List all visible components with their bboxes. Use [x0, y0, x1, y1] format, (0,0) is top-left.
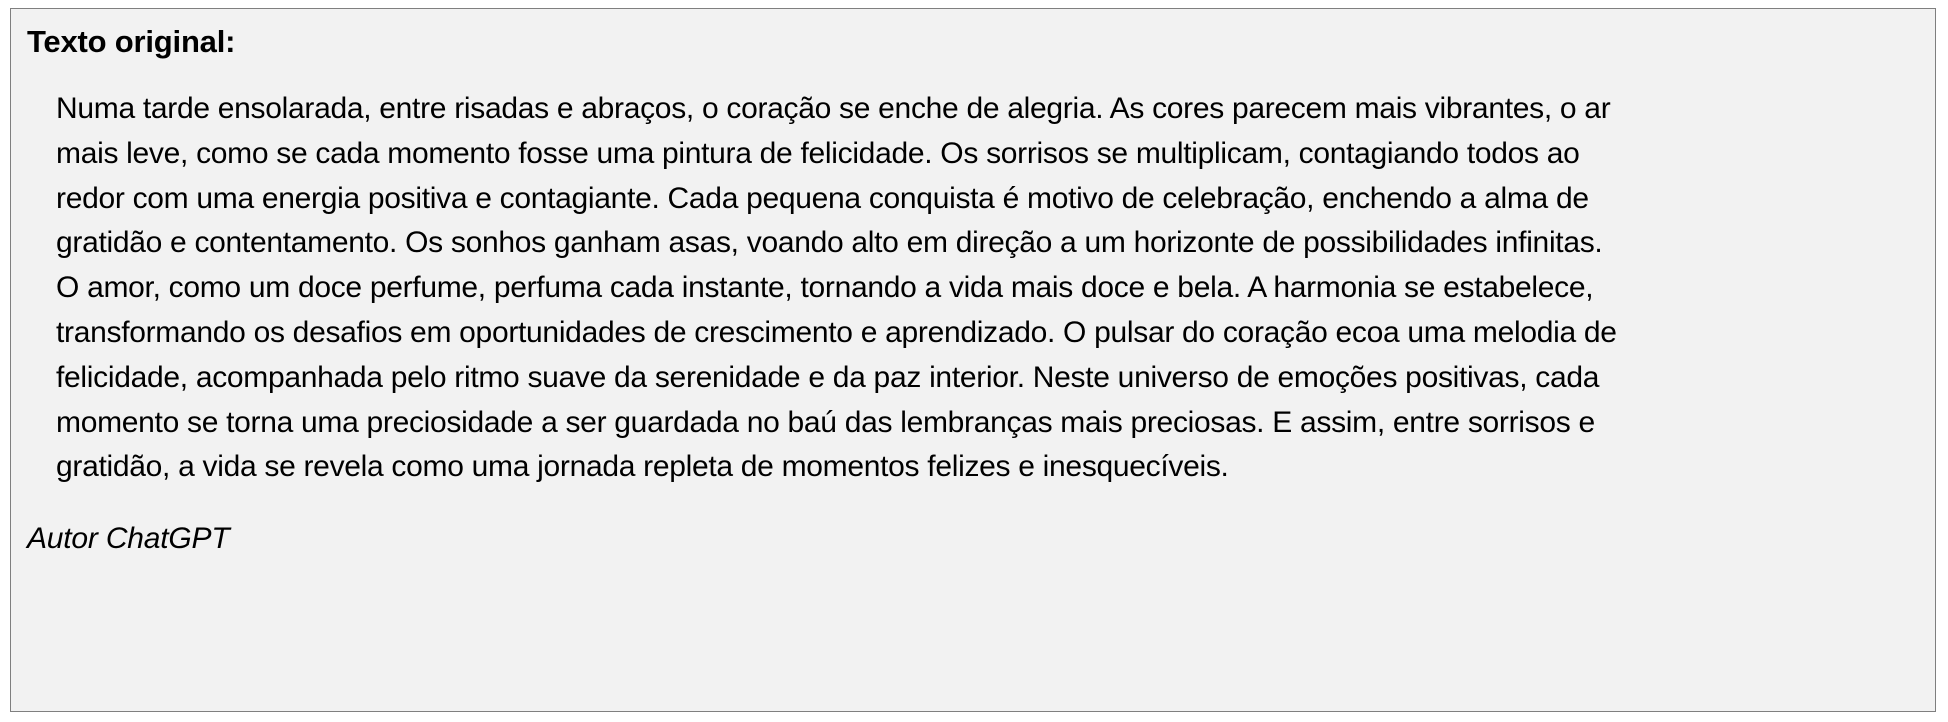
author-signature: Autor ChatGPT [27, 522, 230, 555]
body-paragraph [56, 87, 1918, 490]
body-line: gratidão, a vida se revela como uma jornada repleta de momentos felizes e inesquecíveis. [56, 450, 1229, 484]
body-line: transformando os desafios em oportunidades de crescimento e aprendizado. O pulsar do coração ecoa uma melodia de [56, 315, 1617, 349]
body-line: momento se torna uma preciosidade a ser guardada no baú das lembranças mais preciosas. E assim, entre sorrisos e [56, 405, 1595, 439]
body-line: felicidade, acompanhada pelo ritmo suave da serenidade e da paz interior. Neste universo de emoções positivas, cada [56, 360, 1600, 394]
body-line: mais leve, como se cada momento fosse uma pintura de felicidade. Os sorrisos se multiplicam, contagiando todos ao [56, 136, 1580, 170]
body-line: redor com uma energia positiva e contagiante. Cada pequena conquista é motivo de celebração, enchendo a alma de [56, 181, 1589, 215]
body-line: O amor, como um doce perfume, perfuma cada instante, tornando a vida mais doce e bela. A harmonia se estabelece, [56, 271, 1594, 305]
text-box [10, 8, 1936, 712]
body-line: gratidão e contentamento. Os sonhos ganham asas, voando alto em direção a um horizonte de possibilidades infinitas. [56, 226, 1603, 260]
document-title: Texto original: [27, 24, 236, 59]
body-line: Numa tarde ensolarada, entre risadas e abraços, o coração se enche de alegria. As cores parecem mais vibrantes, o ar [56, 92, 1611, 125]
